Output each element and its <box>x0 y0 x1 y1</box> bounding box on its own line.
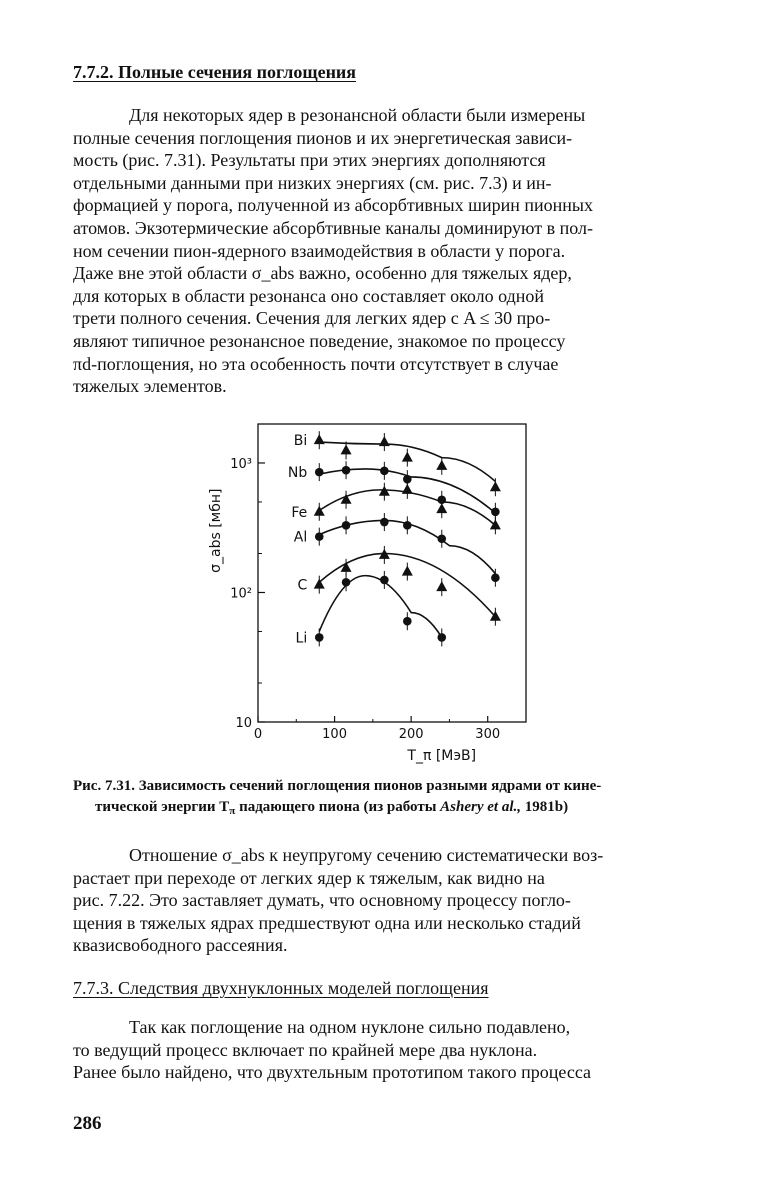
data-point-bi <box>314 434 325 444</box>
data-point-bi <box>402 452 413 462</box>
para2-line: квазисвободного рассеяния. <box>73 935 288 956</box>
caption-text-start: Зависимость сечений поглощения пионов разными ядрами от кине- <box>138 778 602 794</box>
para1-line: мость (рис. 7.31). Результаты при этих энергиях дополняются <box>73 150 546 171</box>
y-tick-label: 10³ <box>230 456 252 472</box>
chart-layer <box>208 424 526 764</box>
data-point-fe <box>490 519 501 529</box>
series-label-nb: Nb <box>287 465 308 482</box>
para2-line: растает при переходе от легких ядер к тяжелым, как видно на <box>73 867 545 888</box>
series-label-bi: Bi <box>293 433 308 450</box>
x-tick-label: 300 <box>475 727 501 742</box>
para3-line: Ранее было найдено, что двухтельным прототипом такого процесса <box>73 1062 592 1083</box>
caption-label: Рис. 7.31. <box>73 778 135 794</box>
data-point-bi <box>379 436 390 446</box>
series-label-c: C <box>297 577 308 594</box>
section-heading-7-7-3: 7.7.3. Следствия двухнуклонных моделей поглощения <box>73 978 489 998</box>
data-point-c <box>314 579 325 589</box>
caption-citation-year: 1981b) <box>521 799 569 815</box>
data-point-li <box>315 633 324 642</box>
paragraph-3 <box>73 1016 710 1084</box>
data-point-nb <box>315 468 324 477</box>
absorption-cross-section-chart <box>190 410 550 770</box>
data-point-al <box>403 521 412 530</box>
para1-line: атомов. Экзотермические абсорбтивные каналы доминируют в пол- <box>73 217 593 238</box>
x-tick-label: 0 <box>253 727 263 742</box>
data-point-al <box>315 532 324 541</box>
x-tick-label: 200 <box>398 727 424 742</box>
series-label-fe: Fe <box>291 504 308 521</box>
data-point-al <box>437 534 446 543</box>
para1-line: полные сечения поглощения пионов и их энергетическая зависи- <box>73 127 573 148</box>
data-point-c <box>436 581 447 591</box>
paragraph-2 <box>73 844 710 957</box>
data-point-bi <box>341 444 352 454</box>
data-point-bi <box>436 460 447 470</box>
y-tick-label: 10 <box>235 716 252 731</box>
para2-line: щения в тяжелых ядрах предшествуют одна или несколько стадий <box>73 912 581 933</box>
data-point-nb <box>491 507 500 516</box>
data-point-li <box>437 633 446 642</box>
data-point-li <box>342 578 351 587</box>
data-point-al <box>380 518 389 527</box>
para1-line: являют типичное резонансное поведение, знакомое по процессу <box>73 330 566 351</box>
para1-line: Даже вне этой области σ_abs важно, особенно для тяжелых ядер, <box>73 263 572 284</box>
data-point-c <box>402 566 413 576</box>
caption-text-end-pre: тической энергии T <box>95 799 230 815</box>
para2-line: Отношение σ_abs к неупругому сечению систематически воз- <box>129 845 604 865</box>
para1-line: πd-поглощения, но эта особенность почти отсутствует в случае <box>73 353 559 374</box>
x-tick-label: 100 <box>322 727 347 742</box>
data-point-li <box>403 617 412 626</box>
data-point-bi <box>490 481 501 491</box>
caption-subscript: π <box>229 805 236 817</box>
para1-line: тяжелых элементов. <box>73 376 227 397</box>
series-curve-li <box>319 576 442 638</box>
para1-line: отдельными данными при низких энергиях (см. рис. 7.3) и ин- <box>73 172 552 193</box>
para1-line: трети полного сечения. Сечения для легких ядер с A ≤ 30 про- <box>73 308 551 329</box>
page-number: 286 <box>73 1113 102 1134</box>
caption-line-2 <box>73 797 710 822</box>
x-axis-label: T_π [МэВ] <box>407 748 477 764</box>
figure-caption <box>73 776 710 822</box>
data-point-nb <box>380 467 389 476</box>
data-point-nb <box>342 466 351 475</box>
series-label-li: Li <box>295 630 308 647</box>
data-point-fe <box>436 503 447 513</box>
data-point-al <box>342 521 351 530</box>
para1-line: для которых в области резонанса оно составляет около одной <box>73 285 545 306</box>
para3-line: Так как поглощение на одном нуклоне сильно подавлено, <box>129 1017 571 1037</box>
data-point-fe <box>402 484 413 494</box>
data-point-c <box>341 562 352 572</box>
data-point-li <box>380 576 389 585</box>
caption-citation-authors: Ashery et al., <box>440 799 521 815</box>
data-point-al <box>491 573 500 582</box>
y-tick-label: 10² <box>230 586 252 602</box>
para1-line: ном сечении пион-ядерного взаимодействия в области у порога. <box>73 240 566 261</box>
paragraph-1 <box>73 104 710 398</box>
para2-line: рис. 7.22. Это заставляет думать, что основному процессу погло- <box>73 890 571 911</box>
caption-text-end-mid: падающего пиона (из работы <box>235 799 441 815</box>
section-heading-7-7-2: 7.7.2. Полные сечения поглощения <box>73 62 357 82</box>
para1-line: формацией у порога, полученной из абсорбтивных ширин пионных <box>73 195 594 216</box>
series-label-al: Al <box>293 529 308 546</box>
para3-line: то ведущий процесс включает по крайней мере два нуклона. <box>73 1039 538 1060</box>
y-axis-label: σ_abs [мбн] <box>208 488 224 573</box>
para1-line: Для некоторых ядер в резонансной области были измерены <box>129 105 586 125</box>
